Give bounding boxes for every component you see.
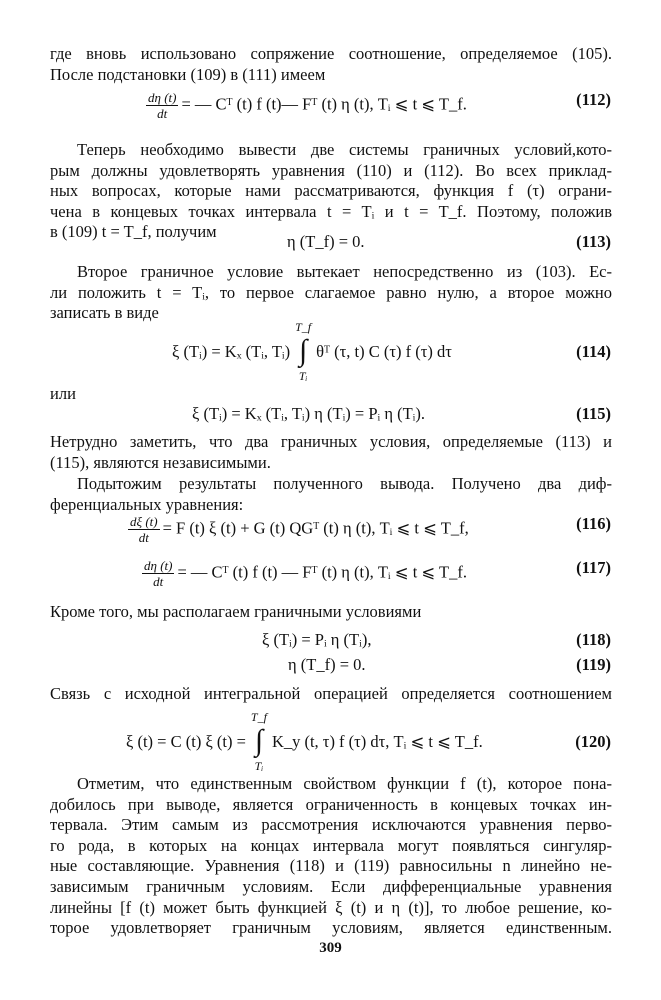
text-line: ли положить t = Tᵢ, то первое слагаемое равно нулю, а второе можно <box>50 282 612 302</box>
text-line: торое удовлетворяет граничным условиям, является единственным. <box>50 918 612 938</box>
equation-body: ξ (t) = C (t) ξ (t) = <box>126 732 246 751</box>
equation-112 <box>0 90 661 120</box>
paragraph-conditions <box>50 602 612 623</box>
text-line: добилось при выводе, является ограниченность в концевых точках ин- <box>50 794 612 814</box>
text-line: линейны [f (t) может быть функцией ξ (t) и η (t)], то любое решение, ко- <box>50 897 612 917</box>
equation-113 <box>0 232 661 262</box>
text-line: (115), являются независимыми. <box>50 452 271 472</box>
fraction: $\frac{d\eta (t)}{dt}$ <box>148 90 177 121</box>
equation-body: ξ (Tᵢ) = Kₓ (Tᵢ, Tᵢ) η (Tᵢ) = Pᵢ η (Tᵢ). <box>192 404 425 423</box>
equation-number: (112) <box>576 90 611 109</box>
text-line: записать в виде <box>50 303 159 323</box>
fraction: $\frac{d\eta (t)}{dt}$ <box>144 558 173 589</box>
paragraph-second-condition <box>50 262 612 324</box>
paragraph-intro <box>50 44 612 85</box>
equation-body: = — Cᵀ (t) f (t)— Fᵀ (t) η (t), Tᵢ ⩽ t ⩽ T_f. <box>181 94 467 114</box>
paragraph-or <box>50 384 612 405</box>
equation-number: (120) <box>575 732 611 751</box>
equation-body: ξ (Tᵢ) = Kₓ (Tᵢ, Tᵢ) <box>172 342 291 361</box>
paragraph-boundary <box>50 140 612 243</box>
text-line: Кроме того, мы располагаем граничными условиями <box>50 602 422 621</box>
text-line: ных вопросах, которые нами рассматриваются, функция f (τ) ограни- <box>50 181 612 201</box>
integral-sign: T_f ∫ Tᵢ <box>295 320 312 383</box>
text-line: Второе граничное условие вытекает непосредственно из (103). Ес- <box>77 262 612 281</box>
text-line: Теперь необходимо вывести две системы граничных условий,кото- <box>77 140 612 159</box>
text-line: Отметим, что единственным свойством функции f (t), которое пона- <box>77 774 612 793</box>
text-line: зависимым граничным условиям. Если дифференциальные уравнения <box>50 876 612 896</box>
paragraph-independent <box>50 432 612 473</box>
text-line: Нетрудно заметить, что два граничных условия, определяемые (113) и <box>50 432 612 451</box>
text-line: где вновь использовано сопряжение соотношение, определяемое (105). <box>50 44 612 63</box>
paragraph-summary <box>50 474 612 515</box>
equation-number: (117) <box>576 558 611 577</box>
text-line: тервала. Этим самым из рассмотрения исключаются уравнения перво- <box>50 815 612 835</box>
fraction: $\frac{d\xi (t)}{dt}$ <box>130 514 158 545</box>
paragraph-relation <box>50 684 612 705</box>
equation-115 <box>0 404 661 434</box>
equation-120 <box>0 710 661 776</box>
equation-number: (116) <box>576 514 611 533</box>
equation-number: (118) <box>576 630 611 649</box>
text-line: чена в концевых точках интервала t = Tᵢ и t = T_f. Поэтому, положив <box>50 201 612 221</box>
equation-119 <box>0 655 661 685</box>
text-line: рым должны удовлетворять уравнения (110) и (112). Во всех приклад- <box>50 160 612 180</box>
text-line: ференциальных уравнения: <box>50 494 244 514</box>
text-line: в (109) t = T_f, получим <box>50 222 217 242</box>
text-line: ные составляющие. Уравнения (118) и (119) равносильны n линейно не- <box>50 856 612 876</box>
equation-number: (114) <box>576 342 611 361</box>
equation-body: η (T_f) = 0. <box>287 232 365 251</box>
equation-body: = F (t) ξ (t) + G (t) QGᵀ (t) η (t), Tᵢ ⩽ t ⩽ T_f, <box>162 518 469 538</box>
text-line: После подстановки (109) в (111) имеем <box>50 64 326 84</box>
equation-number: (115) <box>576 404 611 423</box>
text-line: Подытожим результаты полученного вывода. Получено два диф- <box>77 474 612 493</box>
equation-number: (119) <box>576 655 611 674</box>
page-number: 309 <box>319 940 342 956</box>
equation-body: θᵀ (τ, t) C (τ) f (τ) dτ <box>316 342 452 361</box>
equation-body: η (T_f) = 0. <box>288 655 366 674</box>
text-line: или <box>50 384 76 403</box>
equation-body: K_y (t, τ) f (τ) dτ, Tᵢ ⩽ t ⩽ T_f. <box>271 732 483 751</box>
paragraph-conclusion <box>50 774 612 939</box>
equation-114 <box>0 320 661 386</box>
equation-number: (113) <box>576 232 611 251</box>
equation-116 <box>0 514 661 544</box>
integral-sign: T_f ∫ Tᵢ <box>250 710 267 773</box>
text-line: го рода, в которых на концах интервала могут появляться сингуляр- <box>50 835 612 855</box>
text-line: Связь с исходной интегральной операцией определяется соотношением <box>50 684 612 703</box>
equation-117 <box>0 558 661 588</box>
equation-body: = — Cᵀ (t) f (t) — Fᵀ (t) η (t), Tᵢ ⩽ t ⩽ T_f. <box>177 562 468 582</box>
equation-body: ξ (Tᵢ) = Pᵢ η (Tᵢ), <box>262 630 372 649</box>
